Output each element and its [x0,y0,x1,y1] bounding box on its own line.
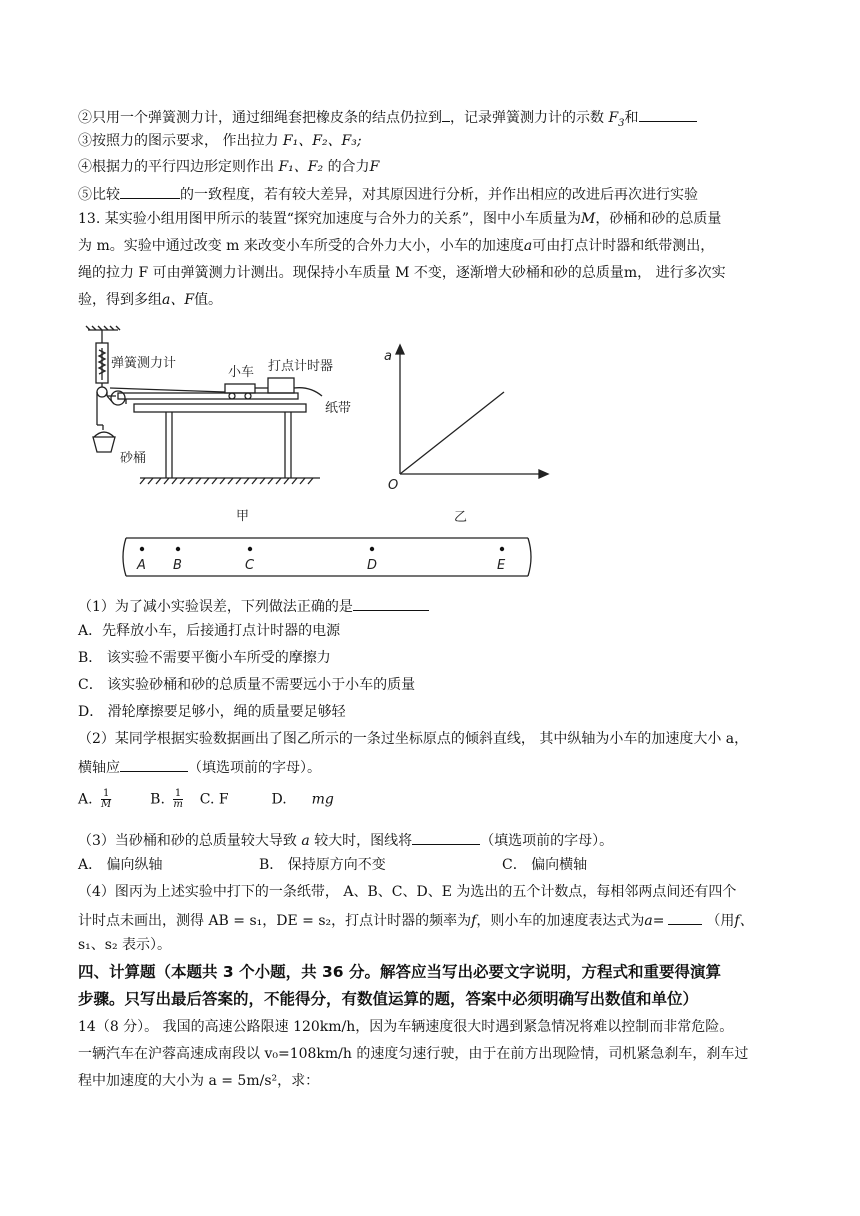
answer-blank [668,909,702,925]
tape-dots [140,547,504,551]
axis-a-label: a [384,349,392,364]
cart-label: 小车 [228,365,255,380]
sub3-question: （3）当砂桶和砂的总质量较大导致 a 较大时，图线将 （填选项前的字母）。 [78,829,613,851]
section4-heading-line-1: 四、计算题（本题共 3 个小题，共 36 分。解答应当写出必要文字说明，方程式和重要得演算 [78,963,721,981]
sub3-option-b: B． 保持原方向不变 [259,857,386,873]
tape-label: 纸带 [325,401,352,416]
figure-yi-graph [396,345,548,478]
step-3: ③按照力的图示要求， 作出拉力 F₁、F₂、F₃; [78,133,362,149]
experiment-figure [0,320,860,590]
section4-heading-line-2: 步骤。只写出最后答案的，不能得分，有数值运算的题，答案中必须明确写出数值和单位） [78,990,699,1008]
sub1-option-d: D． 滑轮摩擦要足够小，绳的质量要足够轻 [78,704,346,720]
tape-dot-e [500,547,504,551]
sub4-line-1: （4）图丙为上述实验中打下的一条纸带， A、B、C、D、E 为选出的五个计数点，每相邻两点间还有四个 [78,884,737,900]
answer-blank [412,829,480,845]
tape-point-label: A [137,558,146,573]
sub2-line-2: 横轴应 （填选项前的字母）。 [78,756,321,778]
answer-blank [639,106,697,122]
tape-point-label: D [367,558,378,573]
step-2: ②只用一个弹簧测力计，通过细绳套把橡皮条的结点仍拉到 ，记录弹簧测力计的示数 $F_3$和 [78,106,697,134]
paper-tape [123,538,531,576]
sub3-option-c: C． 偏向横轴 [502,857,588,873]
answer-blank [120,183,180,199]
sub4-line-3: s₁、s₂ 表示）。 [78,937,172,953]
tape-dot-d [370,547,374,551]
sub3-option-a: A． 偏向纵轴 [78,857,163,873]
sub1-option-a: A．先释放小车，后接通打点计时器的电源 [78,623,341,639]
q14-line-1: 14（8 分）。 我国的高速公路限速 120km/h，因为车辆速度很大时遇到紧急情况将难以控制而非常危险。 [78,1019,734,1035]
tape-dot-b [176,547,180,551]
q13-line-1: 13. 某实验小组用图甲所示的装置“探究加速度与合外力的关系”，图中小车质量为M，砂桶和砂的总质量 [78,211,722,227]
q13-line-2: 为 m。实验中通过改变 m 来改变小车所受的合外力大小，小车的加速度a可由打点计时器和纸带测出， [78,238,715,254]
step-5: ⑤比较 的一致程度，若有较大差异，对其原因进行分析，并作出相应的改进后再次进行实验 [78,183,698,205]
figure-jia-caption: 甲 [236,509,250,524]
q14-line-3: 程中加速度的大小为 a = 5m/s²，求： [78,1073,320,1089]
q13-line-4: 验，得到多组a、F值。 [78,292,223,308]
spring-scale-label: 弹簧测力计 [111,356,177,371]
tape-dot-a [140,547,144,551]
step-4: ④根据力的平行四边形定则作出 F₁、F₂ 的合力F [78,159,380,175]
tape-point-label: B [173,558,182,573]
timer-label: 打点计时器 [268,359,334,374]
sub4-line-2: 计时点未画出，测得 AB = s₁，DE = s₂，打点计时器的频率为f，则小车的加速度表达式为a= （用f、 [78,909,754,931]
tape-dot-c [248,547,252,551]
sub2-options: A. $\frac{1}{M}$ B. $\frac{1}{m}$ C. F D. mg [78,788,334,810]
tape-point-label: E [497,558,506,573]
sub1-option-c: C． 该实验砂桶和砂的总质量不需要远小于小车的质量 [78,677,416,693]
origin-label: O [388,478,399,493]
answer-blank [442,106,450,122]
sub1-option-b: B． 该实验不需要平衡小车所受的摩擦力 [78,650,331,666]
answer-blank [120,756,188,772]
q14-line-2: 一辆汽车在沪蓉高速成南段以 v₀=108km/h 的速度匀速行驶，由于在前方出现险情，司机紧急刹车，刹车过 [78,1046,749,1062]
answer-blank [353,595,429,611]
q13-line-3: 绳的拉力 F 可由弹簧测力计测出。现保持小车质量 M 不变，逐渐增大砂桶和砂的总质量m， 进行多次实 [78,265,726,281]
fraction-one-over-m: $\frac{1}{m}$ [173,788,183,810]
bucket-label: 砂桶 [120,451,147,466]
sub1-question: （1）为了减小实验误差，下列做法正确的是 [78,595,429,617]
tape-point-label: C [245,558,255,573]
fraction-one-over-M: $\frac{1}{M}$ [101,788,112,810]
sub2-line-1: （2）某同学根据实验数据画出了图乙所示的一条过坐标原点的倾斜直线， 其中纵轴为小车的加速度大小 a， [78,731,749,747]
figure-yi-caption: 乙 [454,510,468,525]
